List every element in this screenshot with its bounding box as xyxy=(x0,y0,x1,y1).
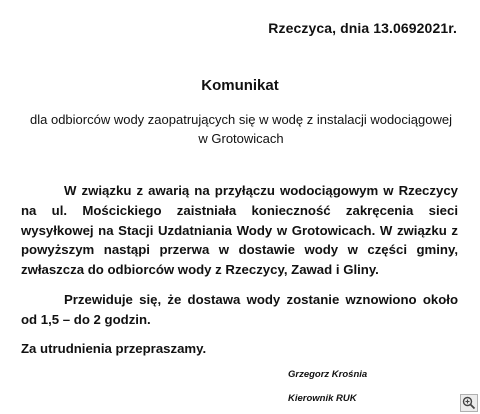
paragraph-1-text: W związku z awarią na przyłączu wodociągowym w Rzeczycy na ul. Mościckiego zaistniała konieczność zakręcenia sieci wysyłkowej na Stacji Uzdatniania Wody w Grotowicach. W związku z powyższym nastąpi przerwa w dostawie wody w części gminy, zwłaszcza do odbiorców wody z Rzeczycy, Zawad i Gliny. xyxy=(21,183,458,278)
signature-role: Kierownik RUK xyxy=(288,393,357,404)
place-date-line: Rzeczyca, dnia 13.0692021r. xyxy=(268,20,457,36)
closing-line: Za utrudnienia przepraszamy. xyxy=(21,341,207,356)
paragraph-2-text: Przewiduje się, że dostawa wody zostanie wznowiono około od 1,5 – do 2 godzin. xyxy=(21,292,458,327)
signature-name: Grzegorz Krośnia xyxy=(288,369,368,380)
document-subtitle xyxy=(26,110,456,148)
zoom-in-icon xyxy=(461,395,477,411)
body-paragraph-2 xyxy=(21,290,458,330)
zoom-in-button[interactable] xyxy=(460,394,478,412)
subtitle-line-2: w Grotowicach xyxy=(198,131,284,146)
subtitle-line-1: dla odbiorców wody zaopatrujących się w wodę z instalacji wodociągowej xyxy=(30,112,452,127)
body-paragraph-1 xyxy=(21,181,458,280)
document-title: Komunikat xyxy=(201,77,279,94)
